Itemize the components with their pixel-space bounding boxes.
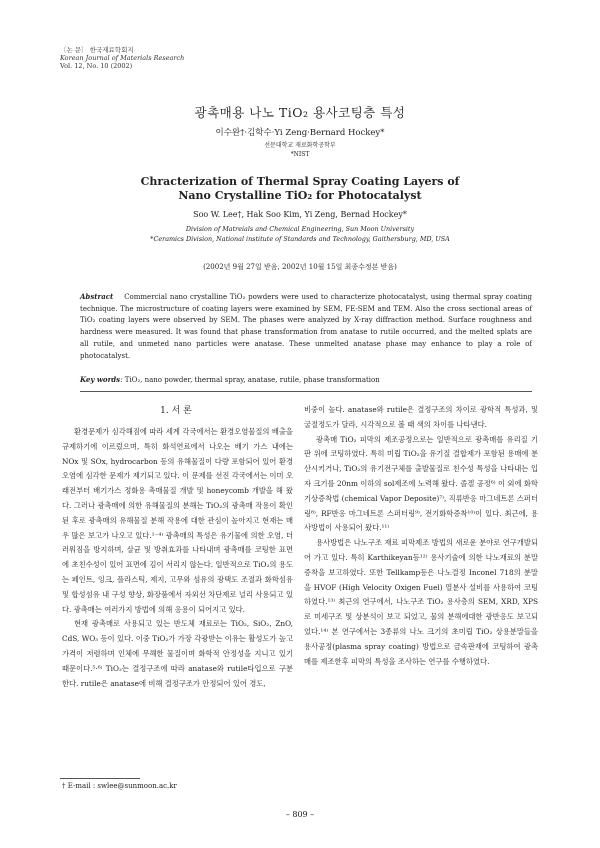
korean-authors: 이수완†·김학수·Yi Zeng·Bernard Hockey* <box>215 128 385 138</box>
korean-affiliations <box>0 141 600 159</box>
journal-volume: Vol. 12, No. 10 (2002) <box>60 62 133 70</box>
english-affiliation-1: Division of Matreials and Chemical Engineering, Sun Moon University <box>185 225 415 233</box>
korean-affiliation-2: *NIST <box>290 151 310 158</box>
right-column <box>304 403 538 669</box>
paragraph: 환경문제가 심각해짐에 따라 세계 각국에서는 환경오염물질의 배출을 규제하기에 이르렀으며, 특히 화석연료에서 나오는 배기 가스 내에는 NOx 및 SOx, hydrocarbon 등의 유해물질이 다량 포함되어 있어 환경 오염에 심각한 문제가 제기되고 있다. 이 문제를 선진 각국에서는 이미 오래전부터 배기가스 정화용 촉매물질 개발 및 honeycomb 개발을 해 왔다. 그러나 광촉매에 의한 유해물질의 분해는 TiO₂의 광촉매 작용이 확인된 후로 광촉매의 유해물질 분해 작용에 대한 관심이 높아지고 현재는 매우 많은 보고가 나오고 있다.¹⁻⁴⁾ 광촉매의 특성은 유기물에 의한 오염, 더러워짐을 방지하며, 살균 및 방취효과를 나타내며 광촉매를 코팅한 표면에 초친수성이 있어 표면에 김이 서리지 않는다. 일반적으로 TiO₂의 용도는 페인트, 잉크, 플라스틱, 제지, 고무와 섬유의 광택도 조절과 화학섬유 및 합성섬유 내 구성 향상, 화장품에서 자외선 차단제로 널리 사용되고 있다. 광촉매는 여러가지 방법에 의해 응용이 되어지고 있다. <box>62 427 293 614</box>
english-title-line-1: Chracterization of Thermal Spray Coating Layers of <box>140 175 460 188</box>
korean-affiliation-1: 선문대학교 재료화학공학부 <box>264 142 336 149</box>
english-authors: Soo W. Lee†, Hak Soo Kim, Yi Zeng, Bernad Hockey* <box>193 210 407 219</box>
keywords-text: : TiO₂, nano powder, thermal spray, anatase, rutile, phase transformation <box>120 376 380 384</box>
keywords <box>80 375 532 384</box>
english-title-line-2: Nano Crystalline TiO₂ for Photocatalyst <box>178 189 422 202</box>
left-column <box>62 425 293 691</box>
footnote-divider <box>60 778 140 779</box>
keywords-label: Key words <box>80 375 121 384</box>
english-affiliations <box>0 224 600 244</box>
journal-category: 〔논 문〕 한국재료학회지 <box>60 46 134 54</box>
abstract <box>80 291 532 362</box>
footnote-email: † E-mail : swlee@sunmoon.ac.kr <box>62 782 177 790</box>
paragraph: 용사방법은 나노구조 재료 피막제조 방법의 새로운 분야로 연구개발되어 가고 있다. 특히 Karthikeyan등¹²⁾ 용사기술에 의한 나노재료의 분말 증착을 보고하였다. 또한 Tellkamp등은 나노결정 Inconel 718의 분말을 HVOF (High Velocity Oxigen Fuel) 열분사 설비를 사용하여 코팅하였다.¹³⁾ 최근의 연구에서, 나노구조 TiO₂ 용사층의 SEM, XRD, XPS로 미세구조 및 상분석이 보고 되었고, 물의 분해에대한 광반응도 보고되었다.¹⁴⁾ 본 연구에서는 3종류의 나노 크기의 초미립 TiO₂ 상용분말들을 용사공정(plasma spray coating) 방법으로 금속판재에 코팅하여 광촉매를 제조한후 피막의 특성을 조사하는 연구를 수행하였다. <box>304 538 538 666</box>
abstract-label: Abstract <box>80 292 114 301</box>
english-title <box>0 175 600 203</box>
english-affiliation-2: *Ceramics Division, National institute of Standards and Technology, Gaithersburg, MD, USA <box>150 235 450 243</box>
section-heading: 1. 서 론 <box>160 406 192 416</box>
abstract-divider <box>80 391 532 392</box>
paragraph: 비중이 높다. anatase와 rutile은 결정구조의 차이로 광학적 특성과, 및 굴절정도가 달라, 시각적으로 볼 때 색의 차이를 나타낸다. <box>304 405 538 429</box>
paragraph: 광촉매 TiO₂ 피막의 제조공정으로는 일반적으로 광촉매를 유리질 기판 위에 코팅하였다. 특히 미립 TiO₂을 유기질 결합제가 포함된 용매에 분산시키거나, TiO₂의 유기전구체를 출발물질로 친수성 특성을 나타내는 입자 크기를 20nm 이하의 sol제조에 노력해 왔다. 졸겔 공정⁶⁾ 이 외에 화학기상증착법 (chemical Vapor Deposite)⁷⁾, 직류반응 마그네트론 스퍼터링⁸⁾, RF반응 마그네트론 스퍼터링⁹⁾, 전기화학증착¹⁰⁾이 있다. 최근에, 용사방법이 사용되어 왔다.¹¹⁾ <box>304 434 538 533</box>
paragraph: 현재 광촉매로 사용되고 있는 반도체 재료로는 TiO₂, SiO₂, ZnO, CdS, WO₃ 등이 있다. 이중 TiO₂가 가장 각광받는 이유는 활성도가 높고 가격이 저렴하며 인체에 무해한 물질이며 화학적 안정성을 지니고 있기 때문이다.⁵·⁶⁾ TiO₂는 결정구조에 따라 anatase와 rutile타입으로 구분한다. rutile은 anatase에 비해 결정구조가 안정되어 있어 경도, <box>62 619 293 688</box>
page-number: – 809 – <box>285 810 315 819</box>
received-date: (2002년 9월 27일 받음, 2002년 10월 15일 최종수정본 받음) <box>203 263 397 271</box>
journal-name: Korean Journal of Materials Research <box>60 54 185 62</box>
journal-header <box>60 46 184 70</box>
abstract-text: Commercial nano crystalline TiO₂ powders were used to characterize photocatalyst, using thermal spray coating technique. The microstructure of coating layers were examined by SEM, FE-SEM and TEM. Also the cross sectional areas of TiO₂ coating layers were observed by SEM. The phases were analyzed by X-ray diffraction method. Surface roughness and hardness were measured. It was found that phase transformation from anatase to rutile occurred, and the melted splats are all rutile, and unmeted nano particles were anatase. These unmelted anatase phase may enhance to play a role of photocatalyst. <box>80 293 532 360</box>
korean-title: 광촉매용 나노 TiO₂ 용사코팅층 특성 <box>194 105 406 120</box>
